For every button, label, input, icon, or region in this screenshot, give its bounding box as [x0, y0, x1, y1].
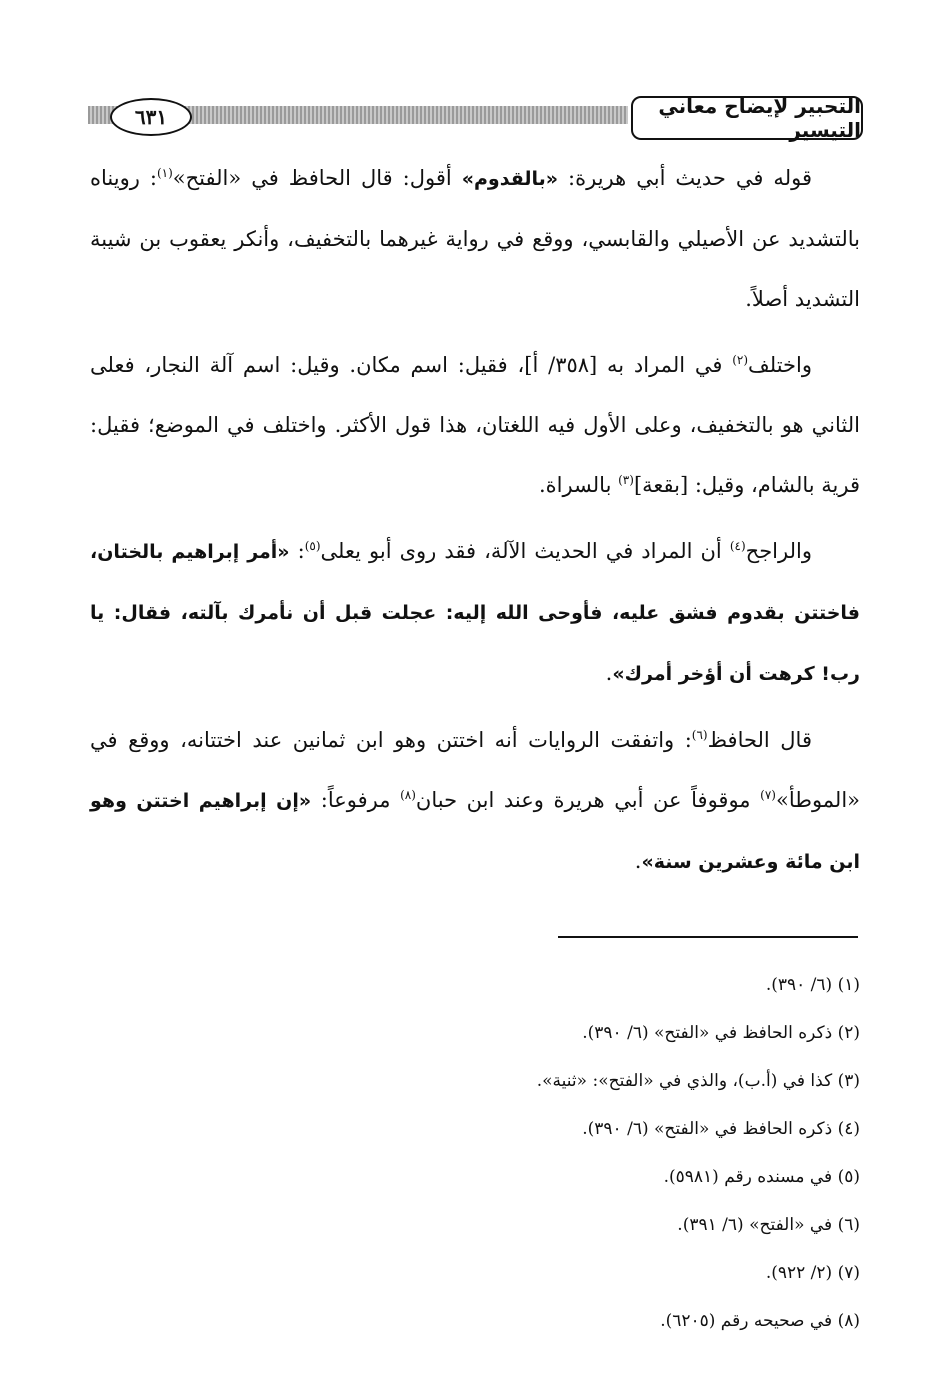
text-run: .: [634, 849, 642, 873]
footnote-ref-1: (١): [156, 166, 173, 180]
text-run: .: [605, 661, 613, 685]
bold-quote: «بالقدوم»: [461, 168, 559, 190]
text-run: : واتفقت الروايات أنه اختتن وهو ابن ثمانين عند اختتانه، ووقع في «الموطأ»: [90, 728, 861, 812]
footnote-ref-6: (٦): [691, 728, 708, 742]
text-run: موقوفاً عن أبي هريرة وعند ابن حبان: [415, 788, 761, 812]
paragraph-1: [90, 148, 860, 329]
text-run: أن المراد في الحديث الآلة، فقد روى أبو يعلى: [320, 539, 730, 563]
footnote-2: (٢) ذكره الحافظ في «الفتح» (٦/ ٣٩٠).: [582, 1023, 860, 1043]
footnote-ref-7: (٧): [760, 788, 776, 802]
main-text: [90, 148, 860, 892]
footnote-5: (٥) في مسنده رقم (٥٩٨١).: [663, 1167, 860, 1187]
text-run: أقول: قال الحافظ في «الفتح»: [172, 166, 462, 190]
paragraph-4: [90, 710, 860, 892]
text-run: قوله في حديث أبي هريرة:: [558, 166, 812, 190]
text-run: :: [289, 539, 305, 563]
footnote-7: (٧) (٢/ ٩٢٢).: [765, 1263, 860, 1283]
bold-hadith: «أمر إبراهيم بالختان، فاختتن بقدوم فشق عليه، فأوحى الله إليه: عجلت قبل أن نأمرك بآلته، فقال: يا رب! كرهت أن أؤخر أمرك»: [90, 541, 860, 685]
footnote-4: (٤) ذكره الحافظ في «الفتح» (٦/ ٣٩٠).: [582, 1119, 860, 1139]
footnote-ref-8: (٨): [400, 788, 416, 802]
book-title: التحبير لإيضاح معاني التيسير: [631, 96, 863, 140]
footnotes: [90, 968, 860, 1352]
bold-hadith: «إن إبراهيم اختتن وهو ابن مائة وعشرين سنة»: [90, 790, 860, 873]
footnote-ref-2: (٢): [732, 353, 749, 367]
text-run: : رويناه بالتشديد عن الأصيلي والقابسي، ووقع في رواية غيرهما بالتخفيف، وأنكر يعقوب بن شيبة التشديد أصلاً.: [90, 166, 860, 311]
text-run: واختلف: [748, 353, 812, 377]
footnote-ref-4: (٤): [729, 539, 746, 553]
text-run: بالسراة.: [538, 473, 619, 497]
text-run: قال الحافظ: [707, 728, 812, 752]
footnote-6: (٦) في «الفتح» (٦/ ٣٩١).: [677, 1215, 860, 1235]
footnote-separator: [558, 936, 858, 938]
page-number: ٦٣١: [110, 98, 192, 136]
text-run: مرفوعاً:: [311, 788, 401, 812]
text-run: والراجح: [745, 539, 812, 563]
paragraph-3: [90, 521, 860, 704]
footnote-3: (٣) كذا في (أ.ب)، والذي في «الفتح»: «ثنية».: [536, 1071, 860, 1091]
footnote-ref-5: (٥): [304, 539, 321, 553]
page-header: [88, 94, 863, 144]
footnote-1: (١) (٦/ ٣٩٠).: [765, 975, 860, 995]
footnote-8: (٨) في صحيحه رقم (٦٢٠٥).: [660, 1311, 860, 1331]
paragraph-2: [90, 335, 860, 515]
text-run: في المراد به [٣٥٨/ أ]، فقيل: اسم مكان. وقيل: اسم آلة النجار، فعلى الثاني هو بالتخفيف، وعلى الأول فيه اللغتان، هذا قول الأكثر. واختلف في الموضع؛ فقيل: قرية بالشام، وقيل: [بقعة]: [90, 353, 860, 497]
footnote-ref-3: (٣): [618, 473, 634, 487]
